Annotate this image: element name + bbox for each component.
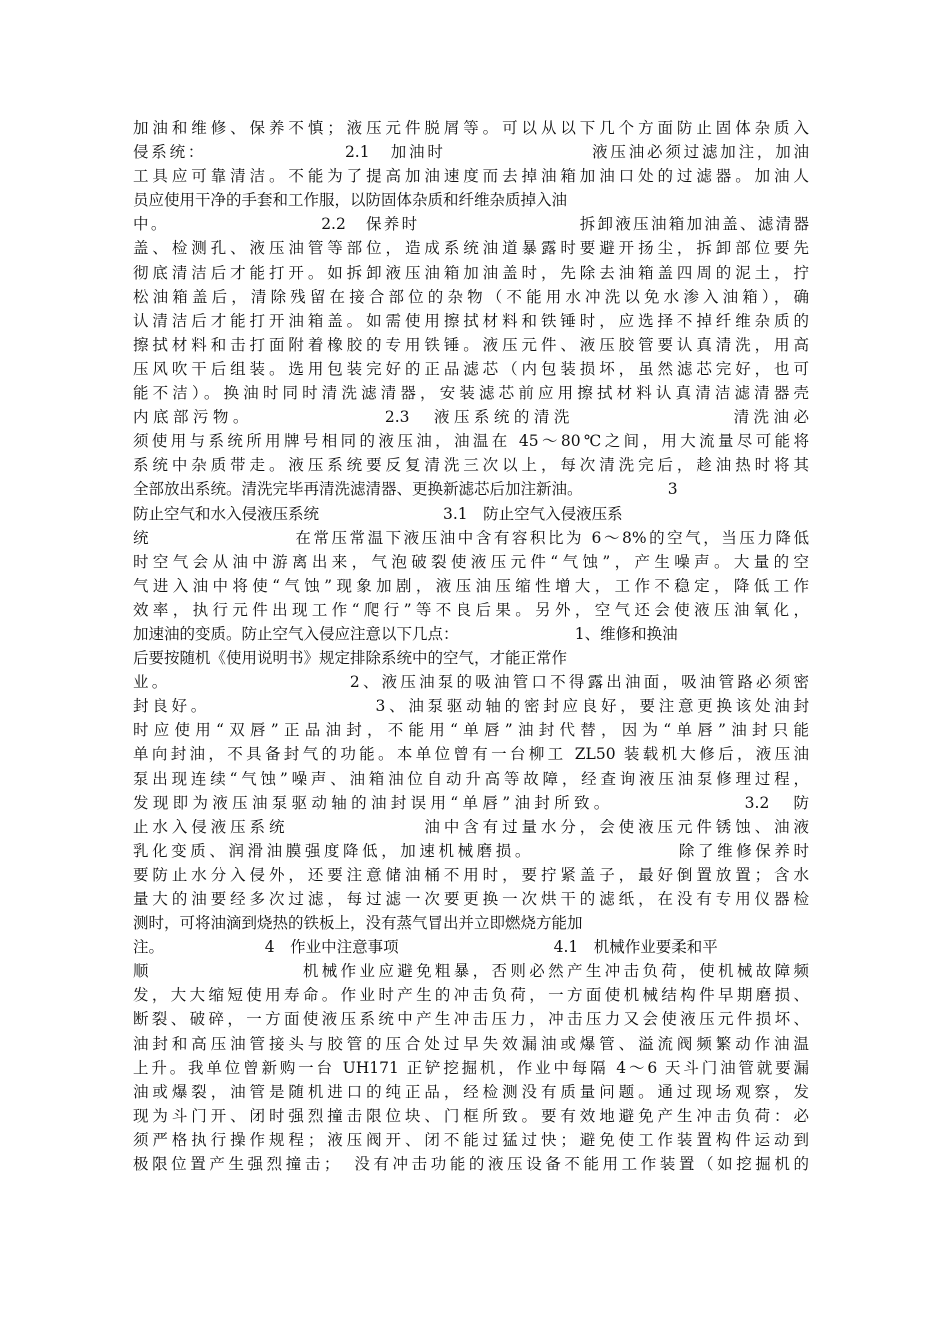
text-line: 顺 机械作业应避免粗暴，否则必然产生冲击负荷，使机械故障频 [133,962,809,981]
text-line: 时应使用“双唇”正品油封，不能用“单唇”油封代替，因为“单唇”油封只能 [133,721,809,740]
text-line: 统 在常压常温下液压油中含有容积比为 6～8%的空气，当压力降低 [133,528,809,547]
text-line: 盖、检测孔、液压油管等部位，造成系统油道暴露时要避开扬尘，拆卸部位要先 [133,239,809,258]
text-line: 压风吹干后组装。选用包装完好的正品滤芯（内包装损坏，虽然滤芯完好，也可 [133,359,809,378]
text-line: 效率，执行元件出现工作“爬行”等不良后果。另外，空气还会使液压油氧化， [133,600,809,619]
text-line: 业。 2、液压油泵的吸油管口不得露出油面，吸油管路必须密 [133,673,809,692]
text-line: 加油和维修、保养不慎；液压元件脱屑等。可以从以下几个方面防止固体杂质入 [133,119,809,137]
text-line: 须使用与系统所用牌号相同的液压油，油温在 45～80℃之间，用大流量尽可能将 [133,432,809,451]
text-line: 止水入侵液压系统 油中含有过量水分，会使液压元件锈蚀、油液 [133,817,809,836]
text-line: 擦拭材料和击打面附着橡胶的专用铁锤。液压元件、液压胶管要认真清洗，用高 [133,335,809,354]
text-line: 彻底清洁后才能打开。如拆卸液压油箱加油盖时，先除去油箱盖四周的泥土，拧 [133,263,809,282]
text-line: 防止空气和水入侵液压系统 3.1 防止空气入侵液压系 [133,504,623,523]
text-line: 发现即为液压油泵驱动轴的油封误用“单唇”油封所致。 3.2 防 [133,793,809,812]
text-line: 侵系统： 2.1 加油时 液压油必须过滤加注，加油 [133,143,809,162]
text-line: 上升。我单位曾新购一台 UH171 正铲挖掘机，作业中每隔 4～6 天斗门油管就要漏 [133,1058,809,1077]
text-line: 认清洁后才能打开油箱盖。如需使用擦拭材料和铁锤时，应选择不掉纤维杂质的 [133,311,809,330]
text-line: 发，大大缩短使用寿命。作业时产生的冲击负荷，一方面使机械结构件早期磨损、 [133,986,809,1005]
text-line: 乳化变质、润滑油膜强度降低，加速机械磨损。 除了维修保养时 [133,841,809,860]
text-line: 极限位置产生强烈撞击； 没有冲击功能的液压设备不能用工作装置（如挖掘机的 [133,1155,809,1174]
text-line: 泵出现连续“气蚀”噪声、油箱油位自动升高等故障，经查询液压油泵修理过程， [133,769,809,788]
body-text [133,116,809,1176]
text-line: 封良好。 3、油泵驱动轴的密封应良好，要注意更换该处油封 [133,697,809,716]
text-line: 工具应可靠清洁。不能为了提高加油速度而去掉油箱加油口处的过滤器。加油人 [133,167,809,186]
text-line: 气进入油中将使“气蚀”现象加剧，液压油压缩性增大，工作不稳定，降低工作 [133,576,809,595]
text-line: 单向封油，不具备封气的功能。本单位曾有一台柳工 ZL50 装载机大修后，液压油 [133,745,809,764]
text-line: 须严格执行操作规程；液压阀开、闭不能过猛过快；避免使工作装置构件运动到 [133,1130,809,1149]
text-line: 能不洁）。换油时同时清洗滤清器，安装滤芯前应用擦拭材料认真清洁滤清器壳 [133,384,809,403]
text-line: 系统中杂质带走。液压系统要反复清洗三次以上，每次清洗完后，趁油热时将其 [133,456,809,475]
text-line: 注。 4 作业中注意事项 4.1 机械作业要柔和平 [133,938,718,957]
text-line: 时空气会从油中游离出来，气泡破裂使液压元件“气蚀”，产生噪声。大量的空 [133,552,809,571]
text-line: 要防止水分入侵外，还要注意储油桶不用时，要拧紧盖子，最好倒置放置；含水 [133,865,809,884]
text-line: 加速油的变质。防止空气入侵应注意以下几点： 1、维修和换油 [133,624,678,643]
text-line: 员应使用干净的手套和工作服，以防固体杂质和纤维杂质掉入油 [133,191,568,210]
text-line: 松油箱盖后，清除残留在接合部位的杂物（不能用水冲洗以免水渗入油箱），确 [133,287,809,306]
text-line: 中。 2.2 保养时 拆卸液压油箱加油盖、滤清器 [133,215,809,234]
text-line: 内底部污物。 2.3 液压系统的清洗 清洗油必 [133,408,809,427]
text-line: 断裂、破碎，一方面使液压系统中产生冲击压力，冲击压力又会使液压元件损坏、 [133,1010,809,1029]
text-line: 量大的油要经多次过滤，每过滤一次要更换一次烘干的滤纸，在没有专用仪器检 [133,890,809,908]
text-line: 油封和高压油管接头与胶管的压合处过早失效漏油或爆管、溢流阀频繁动作油温 [133,1034,809,1053]
text-line: 现为斗门开、闭时强烈撞击限位块、门框所致。要有效地避免产生冲击负荷：必 [133,1106,809,1125]
text-line: 测时，可将油滴到烧热的铁板上，没有蒸气冒出并立即燃烧方能加 [133,914,583,933]
text-line: 后要按随机《使用说明书》规定排除系统中的空气，才能正常作 [133,649,568,668]
text-line: 全部放出系统。清洗完毕再清洗滤清器、更换新滤芯后加注新油。 3 [133,480,678,499]
text-line: 油或爆裂，油管是随机进口的纯正品，经检测没有质量问题。通过现场观察，发 [133,1082,809,1101]
